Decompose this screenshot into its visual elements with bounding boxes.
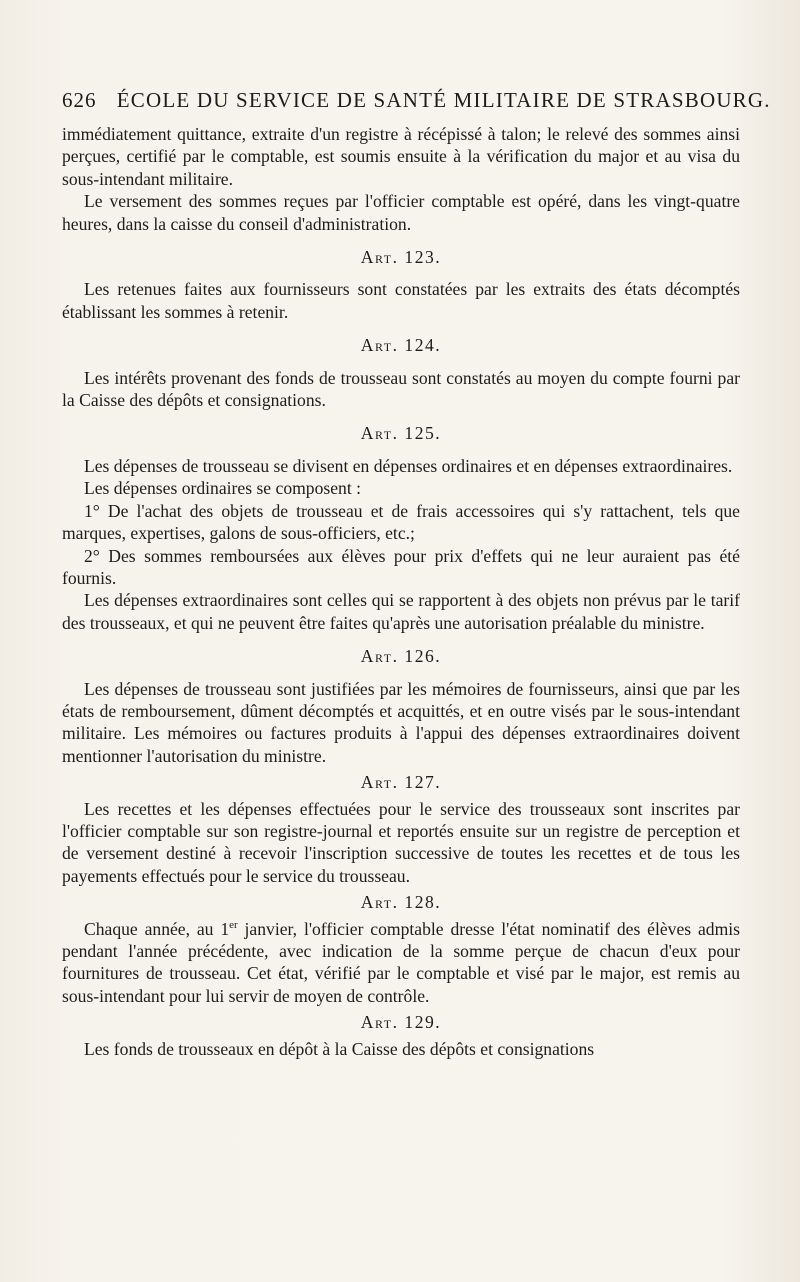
paragraph: Chaque année, au 1er janvier, l'officier comptable dresse l'état nominatif des élèves admis pendant l'année précédente, avec indication de la somme perçue de chacun d'eux pour fournitures de trousseau. Cet état, vérifié par le comptable et visé par le major, est remis au sous-intendant pour lui servir de moyen de contrôle. bbox=[62, 918, 740, 1006]
paragraph: Les dépenses extraordinaires sont celles qui se rapportent à des objets non prévus par le tarif des trousseaux, et qui ne peuvent être faites qu'après une autorisation préalable du ministre. bbox=[62, 590, 740, 633]
article-heading: Art. 127. bbox=[360, 772, 442, 793]
paragraph: Le versement des sommes reçues par l'officier comptable est opéré, dans les vingt-quatre heures, dans la caisse du conseil d'administration. bbox=[62, 191, 740, 234]
paragraph: 2° Des sommes remboursées aux élèves pour prix d'effets qui ne leur auraient pas été fournis. bbox=[62, 545, 740, 588]
paragraph: 1° De l'achat des objets de trousseau et de frais accessoires qui s'y rattachent, tels que marques, expertises, galons de sous-officiers, etc.; bbox=[62, 500, 740, 544]
paragraph: Les dépenses de trousseau sont justifiées par les mémoires de fournisseurs, ainsi que par les états de remboursement, dûment décomptés et acquittés, et en outre visés par le sous-intendant militaire. Les mémoires ou factures produits à l'appui des dépenses extraordinaires doivent mentionner l'autorisation du ministre. bbox=[62, 678, 740, 766]
article-heading: Art. 128. bbox=[360, 892, 442, 913]
paragraph: Les fonds de trousseaux en dépôt à la Caisse des dépôts et consignations bbox=[84, 1038, 595, 1059]
paragraph: Les recettes et les dépenses effectuées pour le service des trousseaux sont inscrites par l'officier comptable sur son registre-journal et reportés ensuite sur un registre de perception et de versement destiné à recevoir l'inscription successive de toutes les recettes et de tous les payements effectués pour le service du trousseau. bbox=[62, 798, 740, 886]
article-heading: Art. 125. bbox=[360, 423, 442, 444]
page-number: 626 bbox=[62, 88, 97, 112]
paragraph: Les dépenses de trousseau se divisent en dépenses ordinaires et en dépenses extraordinaires. bbox=[84, 455, 733, 476]
article-heading: Art. 123. bbox=[360, 247, 442, 268]
running-title: ÉCOLE DU SERVICE DE SANTÉ MILITAIRE DE STRASBOURG. bbox=[116, 88, 771, 112]
article-heading: Art. 124. bbox=[360, 335, 442, 356]
article-heading: Art. 129. bbox=[360, 1012, 442, 1033]
article-heading: Art. 126. bbox=[360, 646, 442, 667]
paragraph: Les retenues faites aux fournisseurs sont constatées par les extraits des états décomptés établissant les sommes à retenir. bbox=[62, 279, 740, 322]
page-header bbox=[62, 88, 771, 113]
page-body bbox=[62, 123, 740, 1060]
paragraph: Les dépenses ordinaires se composent : bbox=[84, 478, 362, 499]
paragraph: Les intérêts provenant des fonds de trousseau sont constatés au moyen du compte fourni par la Caisse des dépôts et consignations. bbox=[62, 367, 740, 411]
paragraph: immédiatement quittance, extraite d'un registre à récépissé à talon; le relevé des sommes ainsi perçues, certifié par le comptable, est soumis ensuite à la vérification du major et au visa du sous-intendant militaire. bbox=[62, 124, 740, 189]
